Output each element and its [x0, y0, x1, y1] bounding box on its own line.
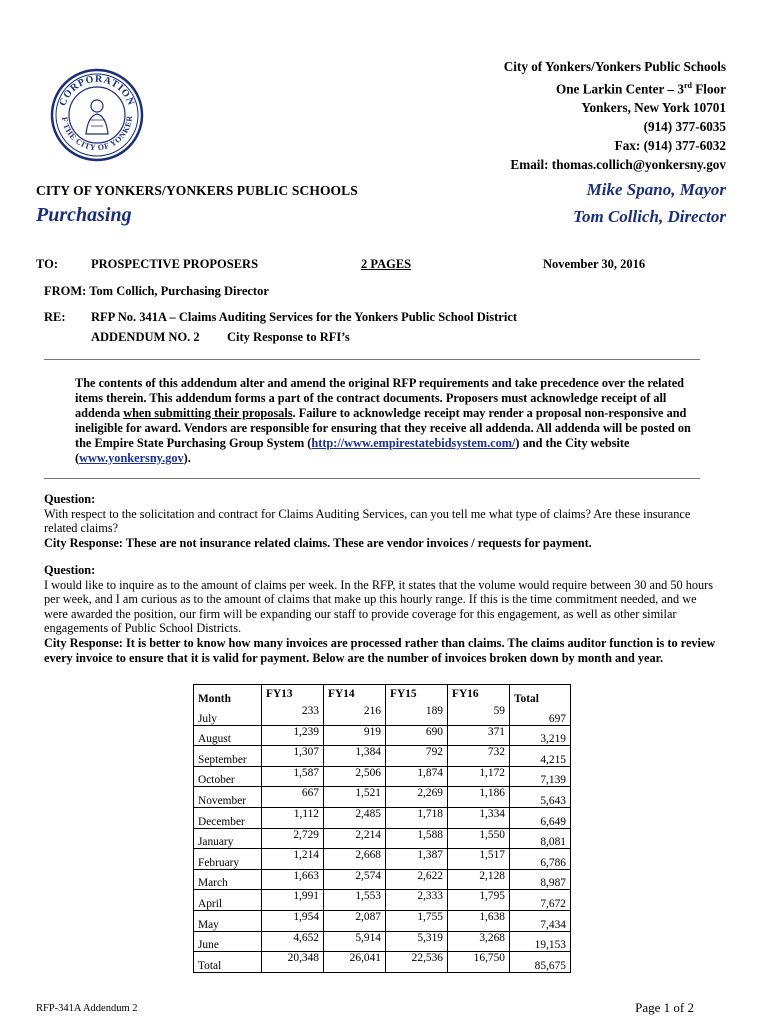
- cell-fy16: 1,638: [448, 910, 510, 931]
- cell-fy16: 1,795: [448, 890, 510, 911]
- cell-fy14: 2,214: [324, 828, 386, 849]
- cell-month: December: [194, 807, 262, 828]
- cell-fy14: 1,384: [324, 746, 386, 767]
- mayor-name: Mike Spano, Mayor: [586, 180, 726, 199]
- yonkers-website-link[interactable]: www.yonkersny.gov: [79, 451, 184, 465]
- org-name: CITY OF YONKERS/YONKERS PUBLIC SCHOOLS: [36, 183, 358, 198]
- cell-fy14: 216: [324, 705, 386, 725]
- cell-fy14: 2,087: [324, 910, 386, 931]
- cell-fy15: 22,536: [386, 952, 448, 973]
- re-subject-line: RFP No. 341A – Claims Auditing Services for the Yonkers Public School District: [91, 310, 518, 324]
- cell-fy15: 792: [386, 746, 448, 767]
- cell-fy13: 233: [262, 705, 324, 725]
- cell-fy16: 1,550: [448, 828, 510, 849]
- svg-text:OF THE CITY OF YONKERS: F THE CITY OF YONKER: [60, 114, 135, 153]
- header-fy13: FY13: [262, 685, 324, 706]
- address-line-2: One Larkin Center – 3rd Floor: [555, 81, 726, 97]
- empire-state-link[interactable]: http://www.empirestatebidsystem.com/: [311, 436, 516, 450]
- cell-total: 8,987: [510, 869, 571, 890]
- cell-fy15: 2,622: [386, 869, 448, 890]
- addendum-notice: The contents of this addendum alter and amend the original RFP requirements and take precedence over the related items therein. This addendum forms a part of the contract documents. Proposers must acknowledge receipt of all addenda when submitting their proposals. Failure to acknowledge receipt may render a proposal non-responsive and ineligible for award. Vendors are responsible for ensuring that they receive all addenda. All addenda will be posted on the Empire State Purchasing Group System (http://www.empirestatebidsystem.com/) and the City website (www.yonkersny.gov).: [75, 376, 691, 465]
- cell-month: November: [194, 787, 262, 808]
- table-row: [194, 705, 571, 725]
- from-line: FROM: Tom Collich, Purchasing Director: [44, 284, 269, 298]
- cell-total: 19,153: [510, 931, 571, 952]
- footer-page-number: Page 1 of 2: [635, 1000, 694, 1015]
- cell-fy16: 2,128: [448, 869, 510, 890]
- cell-fy14: 5,914: [324, 931, 386, 952]
- cell-month: March: [194, 869, 262, 890]
- memo-date: November 30, 2016: [543, 257, 646, 271]
- table-row: [194, 725, 571, 746]
- cell-total: 7,434: [510, 910, 571, 931]
- cell-fy16: 16,750: [448, 952, 510, 973]
- addendum-number: ADDENDUM NO. 2: [91, 330, 200, 344]
- cell-total: 7,139: [510, 766, 571, 787]
- header-fy15: FY15: [386, 685, 448, 706]
- qa-block-2: [44, 563, 722, 665]
- cell-total: 3,219: [510, 725, 571, 746]
- cell-fy13: 1,587: [262, 766, 324, 787]
- table-row: [194, 910, 571, 931]
- table-row: [194, 828, 571, 849]
- cell-fy16: 1,186: [448, 787, 510, 808]
- cell-month: April: [194, 890, 262, 911]
- cell-fy15: 189: [386, 705, 448, 725]
- cell-fy13: 4,652: [262, 931, 324, 952]
- page-count: 2 PAGES: [361, 257, 412, 271]
- to-value: PROSPECTIVE PROPOSERS: [91, 257, 259, 271]
- cell-fy15: 2,333: [386, 890, 448, 911]
- svg-text:CORPORATION: CORPORATION: [57, 73, 137, 108]
- cell-total: 5,643: [510, 787, 571, 808]
- cell-fy16: 1,172: [448, 766, 510, 787]
- address-line-1: City of Yonkers/Yonkers Public Schools: [503, 59, 726, 74]
- email-address: Email: thomas.collich@yonkersny.gov: [510, 157, 726, 173]
- footer-document-id: RFP-341A Addendum 2: [36, 1003, 138, 1014]
- re-label: RE:: [44, 310, 66, 324]
- addendum-subject: City Response to RFI’s: [227, 330, 350, 344]
- cell-fy13: 1,954: [262, 910, 324, 931]
- cell-fy15: 5,319: [386, 931, 448, 952]
- table-row: [194, 787, 571, 808]
- cell-fy14: 919: [324, 725, 386, 746]
- cell-month: August: [194, 725, 262, 746]
- cell-fy15: 1,588: [386, 828, 448, 849]
- cell-fy16: 371: [448, 725, 510, 746]
- cell-fy16: 1,517: [448, 849, 510, 870]
- cell-fy14: 26,041: [324, 952, 386, 973]
- table-row: [194, 807, 571, 828]
- cell-fy15: 1,387: [386, 849, 448, 870]
- city-seal-logo: [50, 68, 144, 162]
- qa-block-1: [44, 492, 722, 550]
- cell-total: 4,215: [510, 746, 571, 767]
- address-block: [504, 57, 726, 174]
- cell-month: September: [194, 746, 262, 767]
- header-month: Month: [194, 685, 262, 706]
- cell-fy13: 20,348: [262, 952, 324, 973]
- table-row: [194, 746, 571, 767]
- cell-fy14: 2,668: [324, 849, 386, 870]
- invoice-count-table: [193, 684, 571, 973]
- cell-fy13: 1,239: [262, 725, 324, 746]
- cell-total: 7,672: [510, 890, 571, 911]
- table-row: [194, 952, 571, 973]
- question-label: Question:: [44, 492, 96, 506]
- cell-fy15: 1,718: [386, 807, 448, 828]
- header-fy14: FY14: [324, 685, 386, 706]
- cell-fy13: 1,991: [262, 890, 324, 911]
- address-line-3: Yonkers, New York 10701: [581, 100, 726, 116]
- cell-total: 697: [510, 705, 571, 725]
- cell-month: Total: [194, 952, 262, 973]
- cell-fy16: 59: [448, 705, 510, 725]
- question-text: With respect to the solicitation and contract for Claims Auditing Services, can you tell me what type of claims? Are these insurance related claims?: [44, 506, 691, 536]
- divider-top: [44, 359, 700, 360]
- cell-month: May: [194, 910, 262, 931]
- to-label: TO:: [36, 257, 58, 271]
- phone-number: (914) 377-6035: [643, 119, 726, 135]
- cell-month: July: [194, 705, 262, 725]
- department-name: Purchasing: [36, 204, 132, 226]
- city-response: City Response: These are not insurance related claims. These are vendor invoices / requests for payment.: [44, 535, 592, 550]
- cell-fy13: 1,663: [262, 869, 324, 890]
- cell-fy14: 1,553: [324, 890, 386, 911]
- cell-fy16: 3,268: [448, 931, 510, 952]
- cell-fy15: 690: [386, 725, 448, 746]
- cell-fy14: 2,506: [324, 766, 386, 787]
- cell-total: 6,649: [510, 807, 571, 828]
- question-text: I would like to inquire as to the amount of claims per week. In the RFP, it states that the volume would require between 30 and 50 hours per week, and I am curious as to the amount of claims that make up this hourly range. If this is the time commitment needed, and we were awarded the position, our firm will be expanding our staff to provide coverage for this engagement, as well as other similar engagements of Public School Districts.: [44, 577, 714, 636]
- cell-fy16: 732: [448, 746, 510, 767]
- table-row: [194, 890, 571, 911]
- table-row: [194, 766, 571, 787]
- cell-month: June: [194, 931, 262, 952]
- cell-fy14: 2,574: [324, 869, 386, 890]
- table-row: [194, 931, 571, 952]
- director-name: Tom Collich, Director: [573, 207, 726, 226]
- cell-fy13: 1,214: [262, 849, 324, 870]
- divider-bottom: [44, 478, 700, 479]
- cell-total: 85,675: [510, 952, 571, 973]
- cell-fy13: 2,729: [262, 828, 324, 849]
- header-total: Total: [510, 685, 571, 706]
- cell-total: 6,786: [510, 849, 571, 870]
- cell-fy16: 1,334: [448, 807, 510, 828]
- cell-month: October: [194, 766, 262, 787]
- cell-fy13: 1,307: [262, 746, 324, 767]
- table-row: [194, 849, 571, 870]
- table-header-row: [194, 685, 571, 706]
- cell-month: February: [194, 849, 262, 870]
- cell-fy15: 1,755: [386, 910, 448, 931]
- cell-month: January: [194, 828, 262, 849]
- cell-fy14: 2,485: [324, 807, 386, 828]
- cell-fy15: 1,874: [386, 766, 448, 787]
- city-response: City Response: It is better to know how many invoices are processed rather than claims. The claims auditor function is to review every invoice to ensure that it is valid for payment. Below are the number of invoices broken down by month and year.: [44, 635, 716, 665]
- header-fy16: FY16: [448, 685, 510, 706]
- cell-total: 8,081: [510, 828, 571, 849]
- cell-fy13: 1,112: [262, 807, 324, 828]
- fax-number: Fax: (914) 377-6032: [614, 138, 726, 154]
- cell-fy14: 1,521: [324, 787, 386, 808]
- question-label: Question:: [44, 563, 96, 577]
- underlined-text: when submitting their proposals: [123, 406, 293, 420]
- table-row: [194, 869, 571, 890]
- cell-fy15: 2,269: [386, 787, 448, 808]
- cell-fy13: 667: [262, 787, 324, 808]
